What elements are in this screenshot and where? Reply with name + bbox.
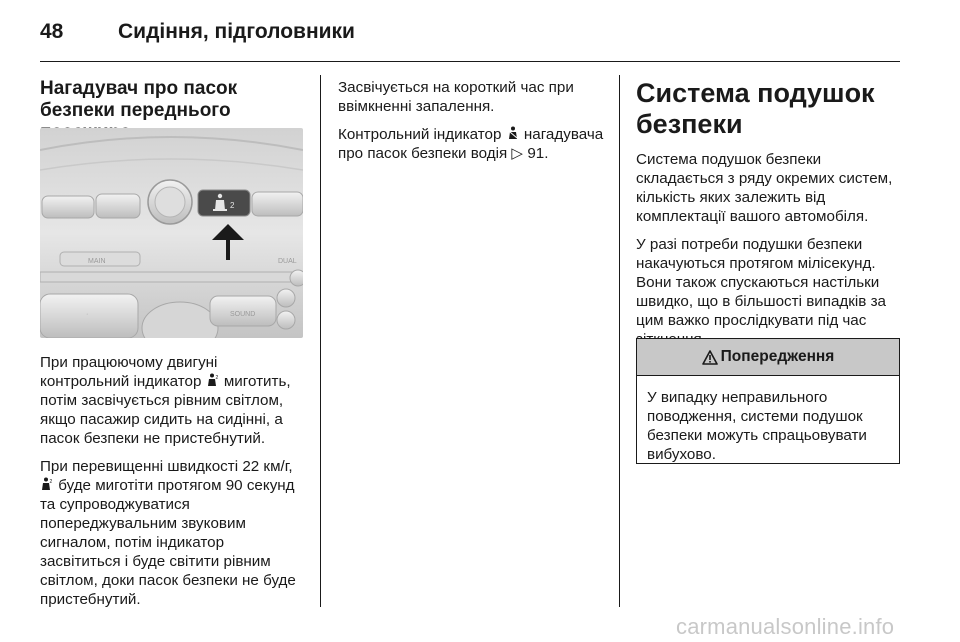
- page-number: 48: [40, 20, 64, 43]
- dual-label: DUAL: [278, 258, 297, 265]
- right-column-body: [636, 78, 902, 358]
- warning-title: Попередження: [720, 348, 835, 365]
- warning-text: У випадку неправильного поводження, системи подушок безпеки можуть спрацьовувати вибухово.: [647, 389, 867, 463]
- dashboard-photo: [40, 128, 303, 338]
- column-divider-right: [619, 75, 620, 607]
- middle-column-body: [338, 78, 608, 172]
- passenger-seatbelt-icon: [41, 477, 53, 492]
- page-reference-icon: ▷: [511, 145, 524, 162]
- paragraph-driver-indicator: Контрольний індикатор нагадувача про пасок безпеки водія ▷ 91.: [338, 126, 604, 162]
- watermark: carmanualsonline.info: [676, 614, 895, 639]
- page-reference[interactable]: 91.: [527, 145, 549, 162]
- svg-text:·: ·: [86, 311, 89, 318]
- page-title: Сидіння, підголовники: [118, 20, 355, 43]
- header-rule: [40, 61, 900, 62]
- left-column-body: [40, 353, 308, 618]
- paragraph-speed-warning: При перевищенні швидкості 22 км/г, 2 буде миготіти протягом 90 секунд та супроводжуватися попереджувальним звуковим сигналом, потім індикатор засвітиться і буде світити рівним світлом, доки пасок безпеки не буде пристебнутий.: [40, 458, 296, 608]
- section-heading-airbag-system: Система подушок безпеки: [636, 78, 875, 139]
- svg-text:2: 2: [49, 479, 53, 485]
- section-heading-passenger-seatbelt: Нагадувач про пасок безпеки переднього: [40, 78, 238, 121]
- warning-box: [636, 338, 900, 464]
- dashboard-photo-svg: [40, 128, 303, 338]
- main-label: MAIN: [88, 258, 106, 265]
- driver-seatbelt-icon: [507, 126, 519, 141]
- page-header: [40, 14, 900, 58]
- warning-header: [637, 339, 899, 376]
- indicator-label: 2: [230, 201, 235, 210]
- sound-label: SOUND: [230, 311, 256, 318]
- warning-triangle-icon: [702, 350, 718, 365]
- svg-text:2: 2: [215, 375, 218, 381]
- paragraph-ignition: Засвічується на короткий час при ввімкненні запалення.: [338, 79, 574, 115]
- column-divider-left: [320, 75, 321, 607]
- paragraph-airbag-inflation: У разі потреби подушки безпеки накачуються протягом мілісекунд. Вони також спускаються настільки швидко, що в більшості випадків за цим важко прослідкувати під час: [636, 236, 887, 329]
- paragraph-airbag-intro: Система подушок безпеки складається з ряду окремих систем, кількість яких залежить від комплектації вашого автомобіля.: [636, 151, 893, 225]
- passenger-seatbelt-icon: [207, 373, 219, 388]
- paragraph-engine-running: При працюючому двигуні контрольний індикатор 2 миготить, потім засвічується рівним світлом, якщо пасажир сидить на сидінні, а пасок безпеки не пристебнутий.: [40, 354, 291, 447]
